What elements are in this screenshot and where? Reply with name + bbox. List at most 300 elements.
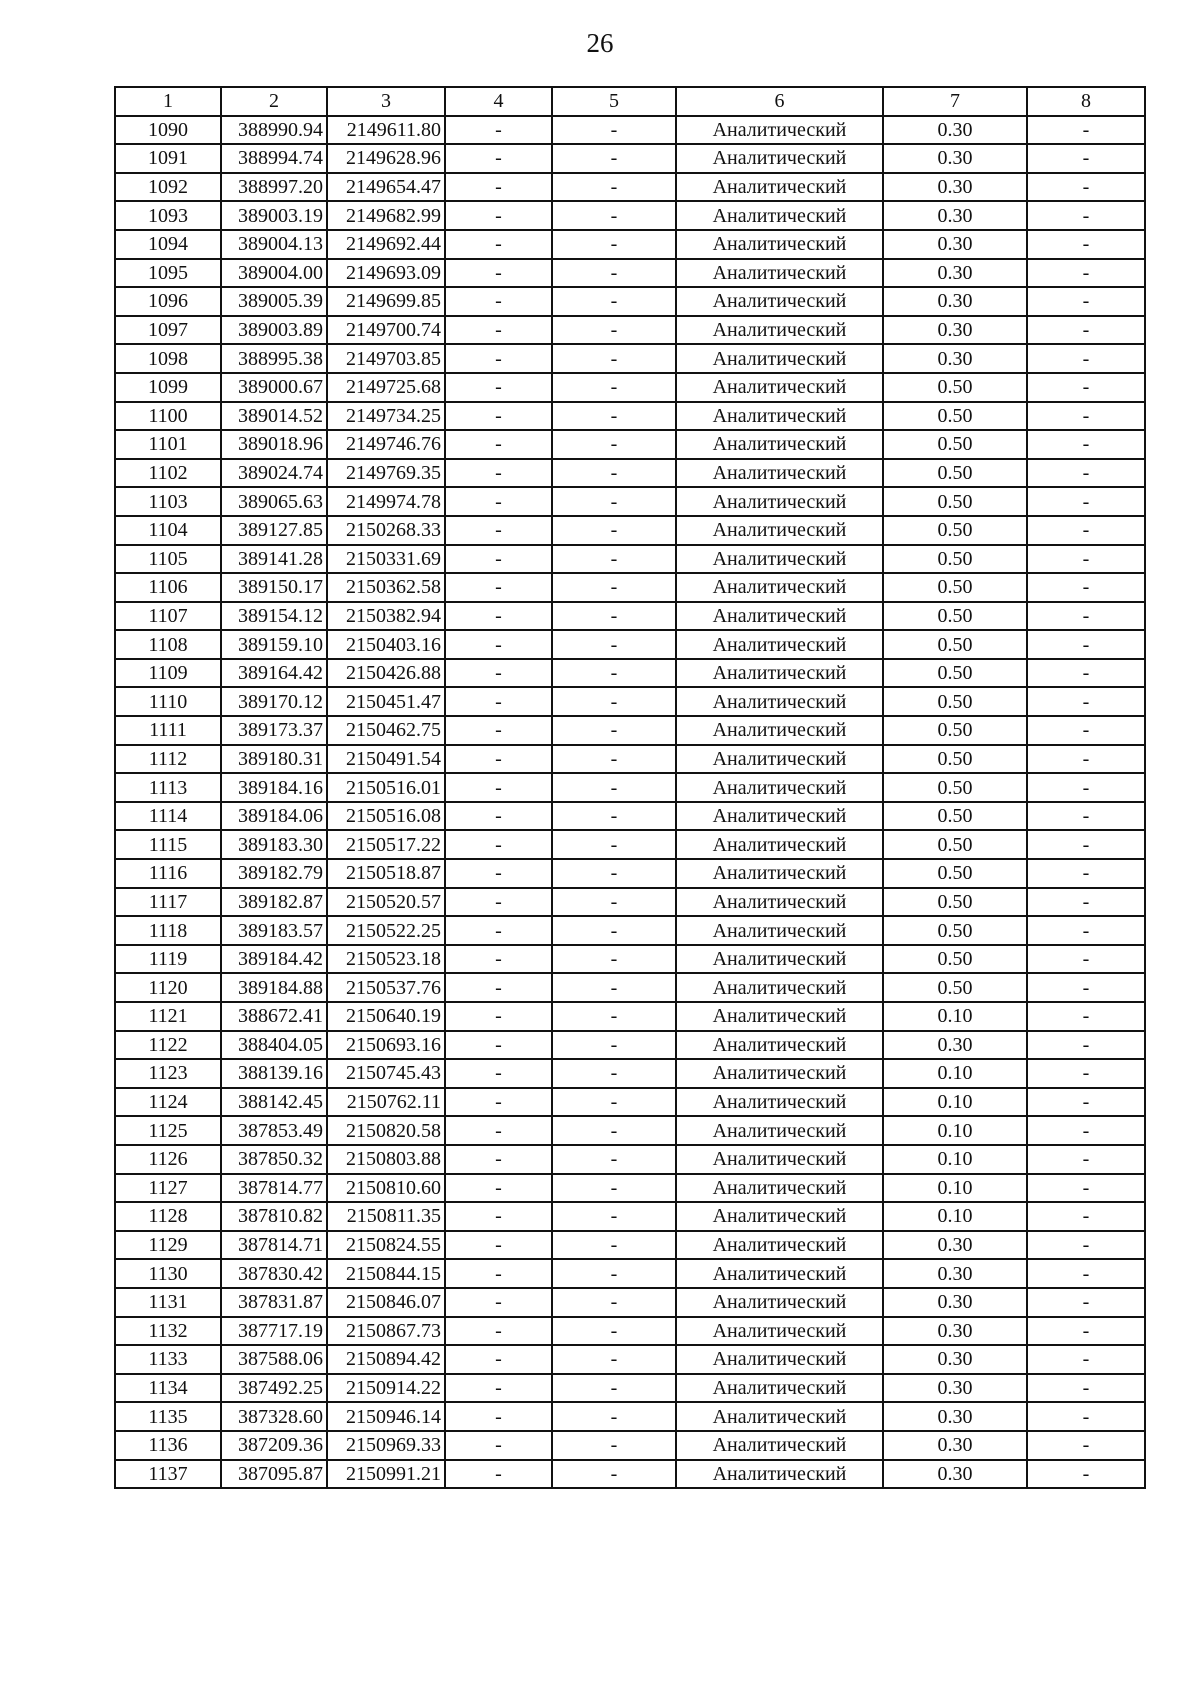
cell-col-4: -	[445, 516, 552, 545]
cell-col-4: -	[445, 230, 552, 259]
cell-method: Аналитический	[676, 1202, 883, 1231]
cell-coord-y: 2149628.96	[327, 144, 445, 173]
cell-coord-y: 2149692.44	[327, 230, 445, 259]
table-row	[115, 830, 1145, 859]
cell-col-5: -	[552, 973, 676, 1002]
cell-point-number: 1110	[115, 687, 221, 716]
cell-accuracy: 0.30	[883, 230, 1027, 259]
cell-point-number: 1091	[115, 144, 221, 173]
cell-col-5: -	[552, 1059, 676, 1088]
cell-coord-y: 2150914.22	[327, 1374, 445, 1403]
cell-point-number: 1137	[115, 1460, 221, 1489]
cell-method: Аналитический	[676, 1031, 883, 1060]
cell-col-5: -	[552, 373, 676, 402]
cell-coord-x: 387814.77	[221, 1174, 327, 1203]
table-row	[115, 287, 1145, 316]
cell-accuracy: 0.50	[883, 802, 1027, 831]
table-row	[115, 516, 1145, 545]
cell-col-4: -	[445, 1402, 552, 1431]
cell-col-5: -	[552, 1431, 676, 1460]
cell-method: Аналитический	[676, 1345, 883, 1374]
cell-col-8: -	[1027, 459, 1145, 488]
cell-col-5: -	[552, 116, 676, 145]
cell-method: Аналитический	[676, 402, 883, 431]
cell-point-number: 1128	[115, 1202, 221, 1231]
cell-accuracy: 0.10	[883, 1002, 1027, 1031]
cell-accuracy: 0.30	[883, 1259, 1027, 1288]
cell-coord-y: 2150640.19	[327, 1002, 445, 1031]
cell-coord-x: 389004.13	[221, 230, 327, 259]
cell-accuracy: 0.50	[883, 545, 1027, 574]
cell-point-number: 1135	[115, 1402, 221, 1431]
cell-col-4: -	[445, 459, 552, 488]
cell-accuracy: 0.30	[883, 1402, 1027, 1431]
cell-col-5: -	[552, 888, 676, 917]
cell-coord-y: 2150537.76	[327, 973, 445, 1002]
cell-col-5: -	[552, 1231, 676, 1260]
cell-coord-x: 387209.36	[221, 1431, 327, 1460]
cell-coord-x: 389182.79	[221, 859, 327, 888]
cell-method: Аналитический	[676, 945, 883, 974]
cell-point-number: 1131	[115, 1288, 221, 1317]
cell-method: Аналитический	[676, 1288, 883, 1317]
cell-point-number: 1115	[115, 830, 221, 859]
cell-point-number: 1123	[115, 1059, 221, 1088]
cell-col-4: -	[445, 573, 552, 602]
table-row	[115, 1460, 1145, 1489]
cell-coord-y: 2149974.78	[327, 487, 445, 516]
table-row	[115, 545, 1145, 574]
cell-point-number: 1116	[115, 859, 221, 888]
cell-col-5: -	[552, 201, 676, 230]
cell-col-4: -	[445, 859, 552, 888]
cell-coord-x: 389003.19	[221, 201, 327, 230]
cell-point-number: 1107	[115, 602, 221, 631]
cell-accuracy: 0.50	[883, 487, 1027, 516]
cell-col-8: -	[1027, 1059, 1145, 1088]
cell-coord-x: 387814.71	[221, 1231, 327, 1260]
cell-col-4: -	[445, 1174, 552, 1203]
cell-col-5: -	[552, 316, 676, 345]
cell-coord-x: 387850.32	[221, 1145, 327, 1174]
cell-coord-x: 387831.87	[221, 1288, 327, 1317]
cell-accuracy: 0.50	[883, 945, 1027, 974]
cell-coord-y: 2150403.16	[327, 630, 445, 659]
cell-accuracy: 0.50	[883, 888, 1027, 917]
cell-coord-y: 2150517.22	[327, 830, 445, 859]
cell-point-number: 1101	[115, 430, 221, 459]
cell-accuracy: 0.50	[883, 716, 1027, 745]
cell-method: Аналитический	[676, 1374, 883, 1403]
table-row	[115, 402, 1145, 431]
cell-accuracy: 0.50	[883, 659, 1027, 688]
cell-accuracy: 0.30	[883, 316, 1027, 345]
column-header-8: 8	[1027, 87, 1145, 116]
cell-method: Аналитический	[676, 316, 883, 345]
cell-col-5: -	[552, 1088, 676, 1117]
table-row	[115, 659, 1145, 688]
cell-coord-x: 389180.31	[221, 745, 327, 774]
cell-point-number: 1108	[115, 630, 221, 659]
cell-point-number: 1112	[115, 745, 221, 774]
cell-accuracy: 0.50	[883, 973, 1027, 1002]
cell-col-8: -	[1027, 230, 1145, 259]
cell-col-5: -	[552, 1031, 676, 1060]
cell-col-5: -	[552, 459, 676, 488]
cell-method: Аналитический	[676, 973, 883, 1002]
cell-accuracy: 0.50	[883, 516, 1027, 545]
cell-method: Аналитический	[676, 1145, 883, 1174]
cell-col-4: -	[445, 916, 552, 945]
table-row	[115, 1402, 1145, 1431]
cell-col-8: -	[1027, 1345, 1145, 1374]
cell-coord-y: 2149693.09	[327, 259, 445, 288]
cell-point-number: 1122	[115, 1031, 221, 1060]
cell-method: Аналитический	[676, 602, 883, 631]
cell-accuracy: 0.30	[883, 116, 1027, 145]
cell-col-8: -	[1027, 687, 1145, 716]
table-row	[115, 373, 1145, 402]
cell-col-8: -	[1027, 659, 1145, 688]
cell-coord-y: 2150811.35	[327, 1202, 445, 1231]
table-row	[115, 1031, 1145, 1060]
cell-coord-x: 388139.16	[221, 1059, 327, 1088]
cell-coord-y: 2150762.11	[327, 1088, 445, 1117]
cell-col-8: -	[1027, 716, 1145, 745]
cell-accuracy: 0.50	[883, 602, 1027, 631]
cell-method: Аналитический	[676, 659, 883, 688]
cell-method: Аналитический	[676, 487, 883, 516]
cell-coord-y: 2149654.47	[327, 173, 445, 202]
cell-col-5: -	[552, 859, 676, 888]
cell-accuracy: 0.50	[883, 745, 1027, 774]
cell-col-5: -	[552, 659, 676, 688]
cell-col-4: -	[445, 687, 552, 716]
cell-col-4: -	[445, 259, 552, 288]
cell-col-5: -	[552, 144, 676, 173]
cell-col-5: -	[552, 1116, 676, 1145]
cell-col-5: -	[552, 1174, 676, 1203]
cell-col-5: -	[552, 1460, 676, 1489]
cell-col-5: -	[552, 830, 676, 859]
cell-col-4: -	[445, 1231, 552, 1260]
cell-col-4: -	[445, 1288, 552, 1317]
cell-col-8: -	[1027, 1002, 1145, 1031]
cell-point-number: 1095	[115, 259, 221, 288]
cell-col-8: -	[1027, 487, 1145, 516]
cell-coord-y: 2150462.75	[327, 716, 445, 745]
table-row	[115, 1345, 1145, 1374]
cell-col-5: -	[552, 573, 676, 602]
cell-method: Аналитический	[676, 430, 883, 459]
cell-point-number: 1129	[115, 1231, 221, 1260]
table-row	[115, 230, 1145, 259]
cell-coord-x: 389183.30	[221, 830, 327, 859]
cell-col-4: -	[445, 1431, 552, 1460]
cell-col-8: -	[1027, 259, 1145, 288]
cell-col-4: -	[445, 1460, 552, 1489]
cell-accuracy: 0.30	[883, 1431, 1027, 1460]
cell-col-4: -	[445, 1259, 552, 1288]
cell-col-8: -	[1027, 773, 1145, 802]
cell-method: Аналитический	[676, 716, 883, 745]
table-row	[115, 1145, 1145, 1174]
cell-col-8: -	[1027, 1431, 1145, 1460]
coordinates-table	[114, 86, 1146, 1489]
cell-method: Аналитический	[676, 230, 883, 259]
cell-col-8: -	[1027, 1231, 1145, 1260]
table-row	[115, 116, 1145, 145]
table-row	[115, 687, 1145, 716]
cell-col-8: -	[1027, 916, 1145, 945]
cell-coord-y: 2149682.99	[327, 201, 445, 230]
cell-coord-y: 2150523.18	[327, 945, 445, 974]
cell-coord-x: 389164.42	[221, 659, 327, 688]
cell-col-4: -	[445, 602, 552, 631]
column-header-6: 6	[676, 87, 883, 116]
cell-coord-x: 389184.42	[221, 945, 327, 974]
table-row	[115, 716, 1145, 745]
cell-point-number: 1105	[115, 545, 221, 574]
table-row	[115, 973, 1145, 1002]
cell-method: Аналитический	[676, 459, 883, 488]
cell-coord-x: 388142.45	[221, 1088, 327, 1117]
table-row	[115, 201, 1145, 230]
cell-col-8: -	[1027, 1116, 1145, 1145]
cell-col-8: -	[1027, 1145, 1145, 1174]
cell-coord-x: 389014.52	[221, 402, 327, 431]
cell-coord-x: 387810.82	[221, 1202, 327, 1231]
cell-coord-x: 389173.37	[221, 716, 327, 745]
cell-coord-y: 2150522.25	[327, 916, 445, 945]
cell-coord-y: 2150518.87	[327, 859, 445, 888]
cell-col-5: -	[552, 402, 676, 431]
cell-col-4: -	[445, 773, 552, 802]
cell-col-5: -	[552, 773, 676, 802]
cell-col-4: -	[445, 945, 552, 974]
cell-col-5: -	[552, 1259, 676, 1288]
cell-col-5: -	[552, 230, 676, 259]
cell-col-4: -	[445, 745, 552, 774]
cell-point-number: 1134	[115, 1374, 221, 1403]
cell-point-number: 1102	[115, 459, 221, 488]
cell-col-8: -	[1027, 430, 1145, 459]
cell-col-5: -	[552, 487, 676, 516]
cell-coord-y: 2150803.88	[327, 1145, 445, 1174]
cell-accuracy: 0.30	[883, 1374, 1027, 1403]
cell-coord-y: 2150894.42	[327, 1345, 445, 1374]
cell-coord-y: 2150693.16	[327, 1031, 445, 1060]
cell-col-4: -	[445, 402, 552, 431]
cell-col-5: -	[552, 687, 676, 716]
cell-point-number: 1098	[115, 344, 221, 373]
table-row	[115, 573, 1145, 602]
table-row	[115, 1259, 1145, 1288]
cell-method: Аналитический	[676, 116, 883, 145]
cell-coord-x: 389018.96	[221, 430, 327, 459]
cell-method: Аналитический	[676, 916, 883, 945]
cell-point-number: 1113	[115, 773, 221, 802]
cell-col-5: -	[552, 1202, 676, 1231]
cell-col-8: -	[1027, 316, 1145, 345]
cell-coord-x: 389004.00	[221, 259, 327, 288]
table-row	[115, 888, 1145, 917]
table-row	[115, 859, 1145, 888]
cell-method: Аналитический	[676, 373, 883, 402]
cell-col-5: -	[552, 1345, 676, 1374]
cell-col-4: -	[445, 373, 552, 402]
cell-col-5: -	[552, 945, 676, 974]
cell-col-4: -	[445, 316, 552, 345]
cell-coord-x: 387095.87	[221, 1460, 327, 1489]
cell-accuracy: 0.30	[883, 1288, 1027, 1317]
cell-coord-x: 388404.05	[221, 1031, 327, 1060]
cell-point-number: 1121	[115, 1002, 221, 1031]
cell-col-4: -	[445, 201, 552, 230]
cell-method: Аналитический	[676, 1231, 883, 1260]
cell-coord-x: 389005.39	[221, 287, 327, 316]
column-header-4: 4	[445, 87, 552, 116]
cell-col-8: -	[1027, 1031, 1145, 1060]
cell-accuracy: 0.30	[883, 1031, 1027, 1060]
cell-col-5: -	[552, 287, 676, 316]
cell-col-8: -	[1027, 602, 1145, 631]
cell-coord-y: 2150516.08	[327, 802, 445, 831]
cell-col-5: -	[552, 716, 676, 745]
cell-coord-y: 2149734.25	[327, 402, 445, 431]
cell-col-4: -	[445, 344, 552, 373]
table-row	[115, 802, 1145, 831]
cell-point-number: 1103	[115, 487, 221, 516]
cell-accuracy: 0.50	[883, 402, 1027, 431]
cell-col-4: -	[445, 830, 552, 859]
cell-coord-y: 2149700.74	[327, 316, 445, 345]
cell-col-5: -	[552, 173, 676, 202]
cell-accuracy: 0.30	[883, 287, 1027, 316]
cell-point-number: 1106	[115, 573, 221, 602]
cell-method: Аналитический	[676, 687, 883, 716]
cell-col-8: -	[1027, 144, 1145, 173]
cell-col-8: -	[1027, 1259, 1145, 1288]
cell-accuracy: 0.50	[883, 459, 1027, 488]
cell-coord-x: 389159.10	[221, 630, 327, 659]
cell-col-5: -	[552, 344, 676, 373]
table-row	[115, 1202, 1145, 1231]
table-row	[115, 144, 1145, 173]
cell-col-8: -	[1027, 1088, 1145, 1117]
column-header-3: 3	[327, 87, 445, 116]
cell-method: Аналитический	[676, 745, 883, 774]
cell-coord-x: 389154.12	[221, 602, 327, 631]
cell-col-8: -	[1027, 1460, 1145, 1489]
cell-method: Аналитический	[676, 144, 883, 173]
cell-col-4: -	[445, 1345, 552, 1374]
table-row	[115, 1431, 1145, 1460]
cell-col-4: -	[445, 1374, 552, 1403]
cell-accuracy: 0.30	[883, 173, 1027, 202]
cell-accuracy: 0.30	[883, 1231, 1027, 1260]
cell-coord-y: 2150991.21	[327, 1460, 445, 1489]
cell-accuracy: 0.30	[883, 1317, 1027, 1346]
cell-point-number: 1132	[115, 1317, 221, 1346]
cell-coord-x: 388997.20	[221, 173, 327, 202]
cell-coord-y: 2150491.54	[327, 745, 445, 774]
cell-coord-y: 2150844.15	[327, 1259, 445, 1288]
cell-col-8: -	[1027, 745, 1145, 774]
cell-method: Аналитический	[676, 773, 883, 802]
cell-col-8: -	[1027, 1402, 1145, 1431]
cell-col-5: -	[552, 516, 676, 545]
cell-coord-x: 388672.41	[221, 1002, 327, 1031]
cell-coord-x: 389150.17	[221, 573, 327, 602]
cell-col-5: -	[552, 916, 676, 945]
cell-col-8: -	[1027, 945, 1145, 974]
table-row	[115, 773, 1145, 802]
cell-col-5: -	[552, 259, 676, 288]
cell-method: Аналитический	[676, 1002, 883, 1031]
cell-point-number: 1126	[115, 1145, 221, 1174]
cell-col-4: -	[445, 487, 552, 516]
cell-coord-y: 2150382.94	[327, 602, 445, 631]
cell-coord-y: 2150820.58	[327, 1116, 445, 1145]
cell-coord-y: 2150824.55	[327, 1231, 445, 1260]
cell-accuracy: 0.50	[883, 773, 1027, 802]
cell-method: Аналитический	[676, 1431, 883, 1460]
table-header	[115, 87, 1145, 116]
cell-coord-y: 2149611.80	[327, 116, 445, 145]
cell-col-8: -	[1027, 973, 1145, 1002]
cell-accuracy: 0.10	[883, 1202, 1027, 1231]
table-row	[115, 1288, 1145, 1317]
cell-col-4: -	[445, 1317, 552, 1346]
cell-accuracy: 0.50	[883, 630, 1027, 659]
cell-method: Аналитический	[676, 1259, 883, 1288]
cell-coord-y: 2150451.47	[327, 687, 445, 716]
cell-accuracy: 0.30	[883, 144, 1027, 173]
cell-point-number: 1127	[115, 1174, 221, 1203]
cell-col-4: -	[445, 1145, 552, 1174]
cell-col-8: -	[1027, 573, 1145, 602]
cell-method: Аналитический	[676, 1088, 883, 1117]
cell-coord-y: 2150810.60	[327, 1174, 445, 1203]
cell-col-5: -	[552, 1402, 676, 1431]
cell-col-8: -	[1027, 1288, 1145, 1317]
cell-col-4: -	[445, 659, 552, 688]
cell-coord-y: 2150331.69	[327, 545, 445, 574]
cell-coord-x: 389065.63	[221, 487, 327, 516]
cell-accuracy: 0.10	[883, 1059, 1027, 1088]
cell-point-number: 1114	[115, 802, 221, 831]
cell-col-5: -	[552, 1374, 676, 1403]
cell-col-5: -	[552, 802, 676, 831]
table-row	[115, 459, 1145, 488]
cell-coord-y: 2150516.01	[327, 773, 445, 802]
table-row	[115, 602, 1145, 631]
cell-col-4: -	[445, 1202, 552, 1231]
cell-method: Аналитический	[676, 201, 883, 230]
cell-coord-x: 387717.19	[221, 1317, 327, 1346]
table-row	[115, 916, 1145, 945]
cell-col-4: -	[445, 630, 552, 659]
cell-point-number: 1097	[115, 316, 221, 345]
cell-point-number: 1093	[115, 201, 221, 230]
cell-point-number: 1092	[115, 173, 221, 202]
table-row	[115, 1088, 1145, 1117]
cell-coord-y: 2149703.85	[327, 344, 445, 373]
cell-col-8: -	[1027, 545, 1145, 574]
cell-col-4: -	[445, 430, 552, 459]
cell-coord-y: 2149746.76	[327, 430, 445, 459]
